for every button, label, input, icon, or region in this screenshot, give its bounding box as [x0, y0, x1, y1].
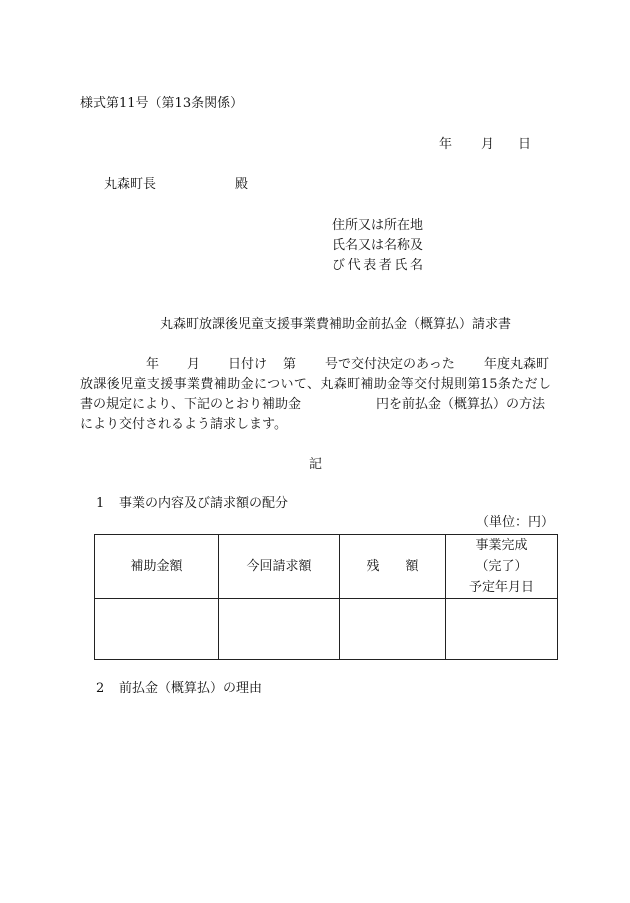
cell-subsidy-amount	[95, 599, 219, 660]
header-completion-line2: （完了）	[475, 559, 528, 574]
document-title: 丸森町放課後児童支援事業費補助金前払金（概算払）請求書	[160, 317, 512, 332]
amounts-table	[94, 534, 558, 660]
cell-completion-date	[446, 599, 558, 660]
body-line-4: により交付されるよう請求します。	[80, 417, 287, 432]
body-date-suffix: 日付け	[228, 357, 268, 372]
body-dai: 第	[283, 357, 297, 372]
body-month-label: 月	[187, 357, 201, 372]
body-issue-text: 号で交付決定のあった	[325, 357, 455, 372]
header-completion-line1: 事業完成	[475, 538, 528, 553]
header-subsidy-amount: 補助金額	[95, 535, 219, 599]
address-label: 住所又は所在地	[332, 218, 424, 233]
ki-label: 記	[309, 457, 323, 472]
form-number: 様式第11号（第13条関係）	[80, 96, 244, 111]
date-year-label: 年	[439, 137, 453, 152]
body-line-3-a: 書の規定により、下記のとおり補助金	[80, 397, 302, 412]
addressee-honorific: 殿	[235, 177, 249, 192]
table-header-row	[95, 535, 558, 599]
name-label-line2: び代表者氏名	[332, 258, 423, 273]
name-label-line1: 氏名又は名称及	[332, 238, 424, 253]
section-2-number: 2	[96, 681, 105, 696]
body-line-2: 放課後児童支援事業費補助金について、丸森町補助金等交付規則第15条ただし	[80, 377, 551, 392]
cell-balance	[340, 599, 446, 660]
unit-note: （単位：円）	[476, 515, 555, 530]
table-row	[95, 599, 558, 660]
header-current-request: 今回請求額	[219, 535, 340, 599]
section-1-title: 事業の内容及び請求額の配分	[119, 496, 289, 511]
cell-current-request	[219, 599, 340, 660]
header-completion-date	[446, 535, 558, 599]
date-month-label: 月	[481, 137, 495, 152]
header-balance: 残 額	[340, 535, 446, 599]
section-1-number: 1	[96, 496, 105, 511]
body-line-3-b: 円を前払金（概算払）の方法	[376, 397, 546, 412]
header-completion-line3: 予定年月日	[468, 580, 534, 595]
body-fiscal-year: 年度丸森町	[484, 357, 550, 372]
date-day-label: 日	[518, 137, 532, 152]
addressee-name: 丸森町長	[104, 177, 157, 192]
body-year-label: 年	[146, 357, 160, 372]
section-2-title: 前払金（概算払）の理由	[119, 681, 263, 696]
